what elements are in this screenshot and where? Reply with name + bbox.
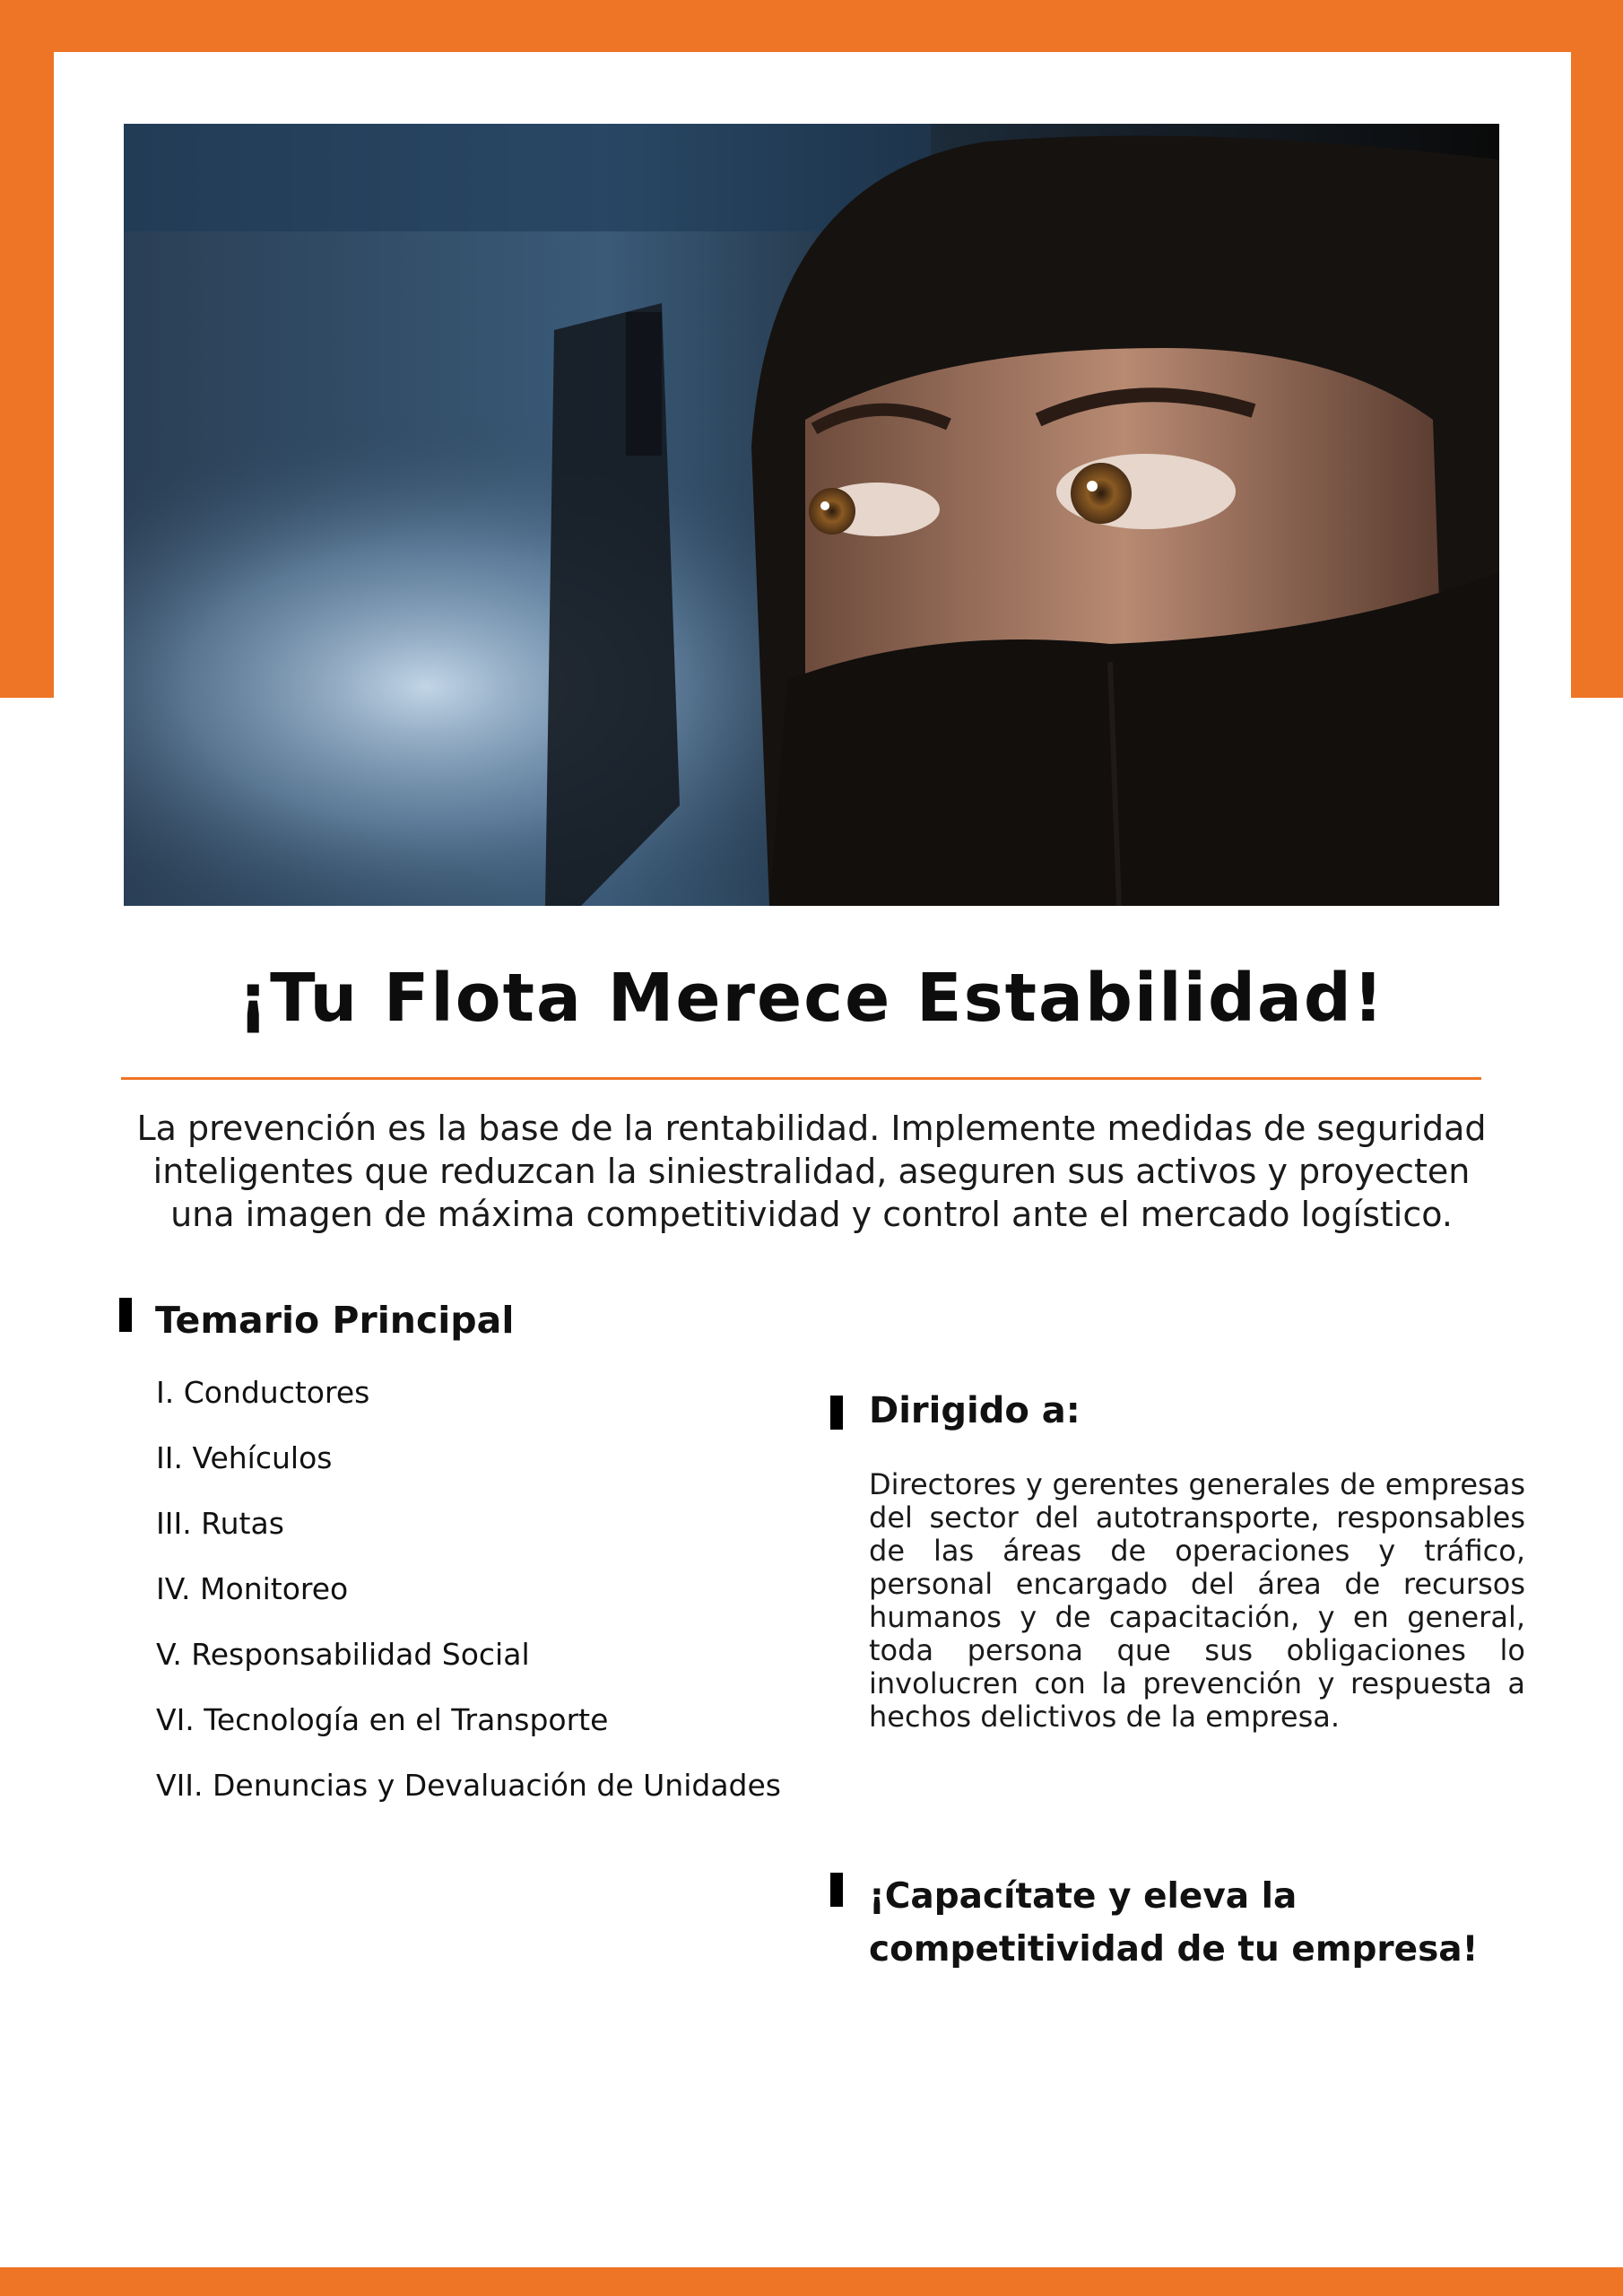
section-marker	[830, 1873, 843, 1907]
masked-person-photo	[124, 124, 1499, 906]
list-item: I. Conductores	[156, 1375, 370, 1410]
list-item: IV. Monitoreo	[156, 1571, 349, 1606]
dirigido-text: Directores y gerentes generales de empresas del sector del autotransporte, responsables de las áreas de operaciones y tráfico, personal encargado del área de recursos humanos y de capacitación, y en general, toda persona que sus obligaciones lo involucren con la prevención y respuesta a hechos delictivos de la empresa.	[869, 1467, 1525, 1734]
dirigido-title: Dirigido a:	[869, 1390, 1081, 1431]
cta-text: ¡Capacítate y eleva la competitividad de tu empresa!	[869, 1876, 1479, 1970]
list-item: VII. Denuncias y Devaluación de Unidades	[156, 1768, 781, 1803]
temario-list	[156, 1375, 781, 1833]
list-item: V. Responsabilidad Social	[156, 1637, 530, 1672]
list-item: VI. Tecnología en el Transporte	[156, 1702, 609, 1737]
hero-photo	[124, 124, 1499, 906]
intro-paragraph: La prevención es la base de la rentabilidad. Implemente medidas de seguridad inteligentes que reduzcan la siniestralidad, aseguren sus activos y proyecten una imagen de máxima competitividad y control ante el mercado logístico.	[136, 1109, 1487, 1234]
section-marker	[119, 1298, 132, 1332]
headline: ¡Tu Flota Merece Estabilidad!	[238, 960, 1385, 1037]
temario-title: Temario Principal	[155, 1299, 515, 1342]
list-item: II. Vehículos	[156, 1440, 333, 1475]
orange-divider	[121, 1077, 1481, 1080]
list-item: III. Rutas	[156, 1506, 284, 1541]
section-marker	[830, 1396, 843, 1430]
orange-bottom-bar	[0, 2267, 1623, 2296]
